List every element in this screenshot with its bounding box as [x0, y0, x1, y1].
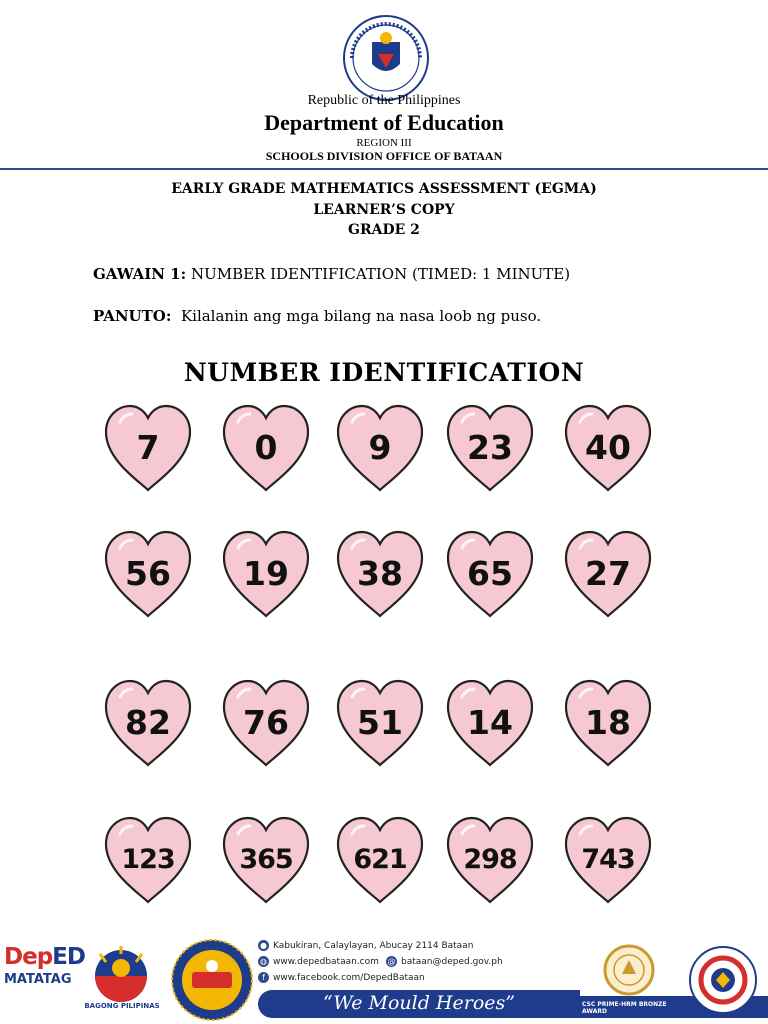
heart-number-card	[560, 812, 656, 908]
heart-number-card	[218, 812, 314, 908]
panuto-label: PANUTO:	[93, 307, 172, 325]
matatag-label: MATATAG	[4, 972, 72, 987]
facebook-line[interactable]	[258, 972, 425, 983]
heart-number-card	[442, 400, 538, 496]
website-link[interactable]: www.depedbataan.com	[273, 956, 379, 967]
heart-number: 18	[585, 703, 631, 742]
heart-number-card	[560, 675, 656, 771]
award-label: CSC PRIME-HRM BRONZE AWARD	[582, 1001, 667, 1015]
heart-number: 82	[125, 703, 171, 742]
globe-icon: ◍	[258, 956, 269, 967]
heart-number: 51	[357, 703, 403, 742]
heart-number: 298	[463, 844, 517, 875]
heart-number-card	[560, 526, 656, 622]
heart-number: 65	[467, 554, 513, 593]
heart-number-card	[218, 400, 314, 496]
heart-number-card	[218, 526, 314, 622]
section-title: NUMBER IDENTIFICATION	[183, 358, 585, 387]
division-label: SCHOOLS DIVISION OFFICE OF BATAAN	[265, 149, 503, 163]
deped-seal-icon	[342, 14, 430, 102]
heart-number: 40	[585, 428, 631, 467]
heart-number-card	[100, 812, 196, 908]
facebook-link[interactable]: www.facebook.com/DepedBataan	[273, 972, 425, 983]
republic-label: Republic of the Philippines	[307, 93, 461, 108]
panuto-text: Kilalanin ang mga bilang na nasa loob ng puso.	[180, 307, 542, 325]
motto-text: “We Mould Heroes”	[323, 992, 515, 1014]
heart-number: 38	[357, 554, 403, 593]
gawain-text: NUMBER IDENTIFICATION (TIMED: 1 MINUTE)	[190, 265, 571, 283]
learners-copy-label: LEARNER’S COPY	[313, 202, 455, 218]
department-title: Department of Education	[264, 110, 504, 135]
heart-number: 14	[467, 703, 513, 742]
heart-number: 743	[581, 844, 635, 875]
heart-number: 0	[254, 428, 278, 467]
address-line	[258, 940, 473, 951]
email-link[interactable]: bataan@deped.gov.ph	[401, 956, 503, 967]
heart-number: 19	[243, 554, 289, 593]
heart-number-card	[332, 812, 428, 908]
gawain-label: GAWAIN 1:	[93, 265, 187, 283]
website-line[interactable]	[258, 956, 379, 967]
deped-matatag-logo	[4, 944, 85, 987]
heart-number: 9	[368, 428, 392, 467]
heart-number-card	[100, 400, 196, 496]
heart-number: 365	[239, 844, 293, 875]
csc-award-seal-icon	[598, 944, 660, 996]
region-label: REGION III	[356, 137, 412, 149]
email-icon: @	[387, 957, 396, 966]
header-divider	[0, 168, 768, 170]
bagong-pilipinas-label: BAGONG PILIPINAS	[84, 1002, 160, 1010]
heart-number-card	[332, 675, 428, 771]
deped-word-dep: Dep	[4, 944, 53, 970]
heart-number-card	[442, 526, 538, 622]
heart-number-card	[100, 526, 196, 622]
heart-number: 7	[136, 428, 160, 467]
heart-number-card	[100, 675, 196, 771]
assessment-title: EARLY GRADE MATHEMATICS ASSESSMENT (EGMA)	[171, 181, 597, 197]
gawain-instruction	[93, 265, 570, 283]
heart-number-card	[332, 400, 428, 496]
deped-word-ed: ED	[52, 944, 85, 970]
email-line[interactable]	[386, 956, 503, 967]
heart-number: 27	[585, 554, 631, 593]
panuto-instruction	[93, 307, 541, 325]
heart-number-card	[560, 400, 656, 496]
philippine-quality-award-seal-icon	[686, 944, 760, 1016]
heart-number: 123	[121, 844, 175, 875]
heart-number-card	[442, 675, 538, 771]
heart-number-card	[218, 675, 314, 771]
facebook-icon: f	[258, 972, 269, 983]
heart-number-card	[442, 812, 538, 908]
heart-number: 23	[467, 428, 513, 467]
location-icon: ●	[258, 940, 269, 951]
bagong-pilipinas-logo-icon	[90, 946, 152, 1004]
grade-label: GRADE 2	[348, 222, 420, 238]
bataan-division-seal-icon	[170, 938, 254, 1022]
heart-number: 621	[353, 844, 407, 875]
heart-number-card	[332, 526, 428, 622]
address-text: Kabukiran, Calaylayan, Abucay 2114 Bataan	[273, 940, 474, 951]
heart-number: 76	[243, 703, 289, 742]
heart-number: 56	[125, 554, 171, 593]
